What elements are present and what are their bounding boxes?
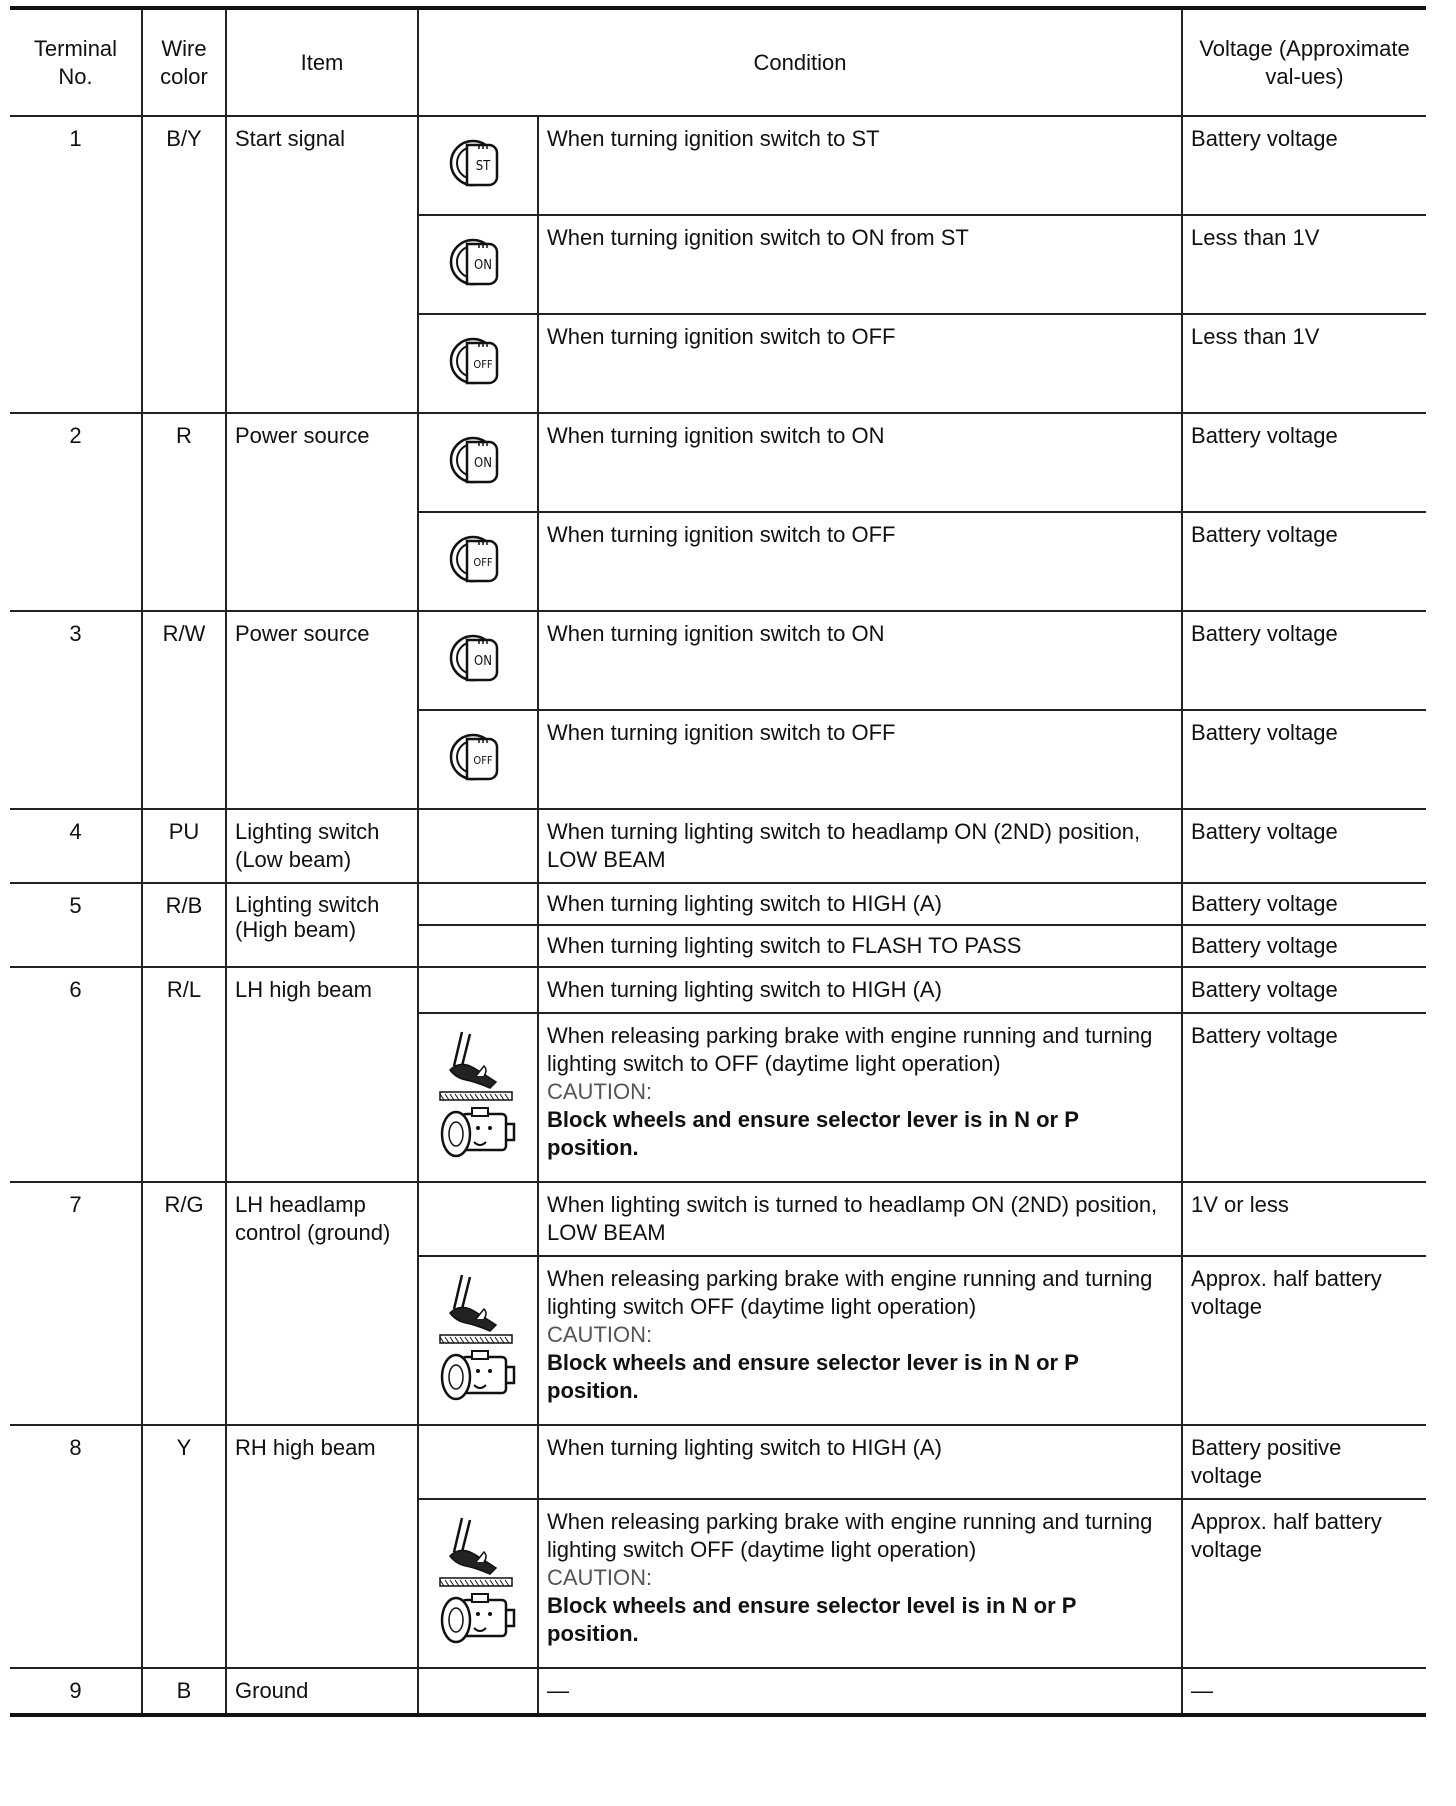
caution-label: CAUTION: [547, 1322, 653, 1347]
table-row [10, 116, 1426, 215]
voltage-value: 1V or less [1182, 1182, 1426, 1256]
condition-text [538, 1182, 1182, 1256]
caution-note: Block wheels and ensure selector level is in N or P position. [547, 1593, 1077, 1646]
terminal-number: 7 [10, 1182, 142, 1425]
ignition-key-st-icon [443, 159, 513, 202]
condition-text [538, 1425, 1182, 1499]
condition-icon-cell [418, 215, 538, 314]
header-terminal: Terminal No. [10, 8, 142, 116]
item-name: Lighting switch (Low beam) [226, 809, 418, 883]
ignition-key-on-icon [443, 456, 513, 499]
condition-text [538, 611, 1182, 710]
condition-description: When turning ignition switch to OFF [547, 720, 896, 745]
condition-icon-cell [418, 967, 538, 1013]
condition-icon-cell [418, 883, 538, 925]
wire-color: R/B [142, 883, 226, 967]
voltage-value: Battery voltage [1182, 116, 1426, 215]
table-row [10, 967, 1426, 1013]
terminal-number: 4 [10, 809, 142, 883]
voltage-value: Battery voltage [1182, 883, 1426, 925]
condition-icon-cell [418, 512, 538, 611]
voltage-value: Battery voltage [1182, 925, 1426, 967]
ignition-key-off-icon [443, 754, 513, 796]
voltage-value: Approx. half battery voltage [1182, 1256, 1426, 1425]
condition-text [538, 967, 1182, 1013]
voltage-value: Battery voltage [1182, 1013, 1426, 1182]
condition-icon-cell [418, 1256, 538, 1425]
terminal-table [10, 6, 1426, 1717]
item-name: LH high beam [226, 967, 418, 1182]
terminal-number: 3 [10, 611, 142, 809]
header-wire-color: Wire color [142, 8, 226, 116]
condition-icon-cell [418, 809, 538, 883]
table-row [10, 413, 1426, 512]
condition-text [538, 1256, 1182, 1425]
voltage-value: Battery positive voltage [1182, 1425, 1426, 1499]
table-row [10, 883, 1426, 925]
condition-description: When turning lighting switch to HIGH (A) [547, 891, 942, 916]
condition-icon-cell [418, 116, 538, 215]
condition-description: When turning lighting switch to HIGH (A) [547, 1435, 942, 1460]
condition-text [538, 925, 1182, 967]
header-condition: Condition [418, 8, 1182, 116]
table-row [10, 1182, 1426, 1256]
condition-text [538, 413, 1182, 512]
voltage-value: Battery voltage [1182, 611, 1426, 710]
item-name: Ground [226, 1668, 418, 1715]
item-name: Power source [226, 611, 418, 809]
caution-label: CAUTION: [547, 1079, 653, 1104]
table-row [10, 1668, 1426, 1715]
svg-text:ON: ON [474, 654, 492, 669]
item-name: Start signal [226, 116, 418, 413]
wire-color: PU [142, 809, 226, 883]
voltage-value: Battery voltage [1182, 967, 1426, 1013]
condition-description: When turning ignition switch to ST [547, 126, 880, 151]
voltage-value: Battery voltage [1182, 710, 1426, 809]
ignition-key-off-icon [443, 358, 513, 400]
item-name: LH headlamp control (ground) [226, 1182, 418, 1425]
condition-text [538, 883, 1182, 925]
caution-note: Block wheels and ensure selector lever is in N or P position. [547, 1107, 1079, 1160]
svg-text:ON: ON [474, 456, 492, 471]
condition-description: When turning ignition switch to ON from ST [547, 225, 969, 250]
condition-description: When turning lighting switch to headlamp ON (2ND) position, LOW BEAM [547, 819, 1141, 872]
ignition-key-on-icon [443, 258, 513, 301]
condition-description: When turning ignition switch to OFF [547, 522, 896, 547]
caution-label: CAUTION: [547, 1565, 653, 1590]
condition-icon-cell [418, 710, 538, 809]
wire-color: R/L [142, 967, 226, 1182]
ignition-key-on-icon [443, 654, 513, 697]
condition-description: When releasing parking brake with engine running and turning lighting switch to OFF (daytime light operation) [547, 1023, 1153, 1076]
condition-icon-cell [418, 314, 538, 413]
condition-text [538, 1668, 1182, 1715]
wire-color: B [142, 1668, 226, 1715]
terminal-number: 6 [10, 967, 142, 1182]
condition-description: When releasing parking brake with engine running and turning lighting switch OFF (daytime light operation) [547, 1266, 1153, 1319]
condition-icon-cell [418, 413, 538, 512]
table-body [10, 116, 1426, 1715]
svg-text:OFF: OFF [473, 358, 493, 371]
parking-brake-engine-icon [436, 1144, 520, 1169]
voltage-value: Approx. half battery voltage [1182, 1499, 1426, 1668]
ignition-key-off-icon [443, 556, 513, 598]
svg-text:OFF: OFF [473, 754, 493, 767]
condition-description: When turning ignition switch to ON [547, 423, 885, 448]
terminal-number: 5 [10, 883, 142, 967]
condition-description: When turning lighting switch to HIGH (A) [547, 977, 942, 1002]
wire-color: R [142, 413, 226, 611]
terminal-number: 1 [10, 116, 142, 413]
condition-text [538, 512, 1182, 611]
table-row [10, 1425, 1426, 1499]
wire-color: Y [142, 1425, 226, 1668]
table-row [10, 809, 1426, 883]
condition-description: When turning ignition switch to OFF [547, 324, 896, 349]
terminal-number: 2 [10, 413, 142, 611]
header-item: Item [226, 8, 418, 116]
voltage-value: Less than 1V [1182, 215, 1426, 314]
caution-note: Block wheels and ensure selector lever is in N or P position. [547, 1350, 1079, 1403]
condition-text [538, 116, 1182, 215]
item-name: Lighting switch (High beam) [226, 883, 418, 967]
voltage-value: Battery voltage [1182, 809, 1426, 883]
condition-text [538, 314, 1182, 413]
svg-text:ON: ON [474, 258, 492, 273]
condition-icon-cell [418, 1668, 538, 1715]
condition-text [538, 1499, 1182, 1668]
condition-text [538, 215, 1182, 314]
voltage-value: — [1182, 1668, 1426, 1715]
condition-icon-cell [418, 1499, 538, 1668]
voltage-value: Less than 1V [1182, 314, 1426, 413]
condition-text [538, 1013, 1182, 1182]
terminal-number: 8 [10, 1425, 142, 1668]
condition-text [538, 710, 1182, 809]
parking-brake-engine-icon [436, 1387, 520, 1412]
item-name: RH high beam [226, 1425, 418, 1668]
table-row [10, 611, 1426, 710]
voltage-value: Battery voltage [1182, 512, 1426, 611]
condition-text [538, 809, 1182, 883]
terminal-number: 9 [10, 1668, 142, 1715]
wire-color: R/W [142, 611, 226, 809]
voltage-value: Battery voltage [1182, 413, 1426, 512]
condition-icon-cell [418, 1182, 538, 1256]
condition-icon-cell [418, 1425, 538, 1499]
wire-color: B/Y [142, 116, 226, 413]
condition-description: When turning lighting switch to FLASH TO PASS [547, 933, 1022, 958]
condition-description: — [547, 1678, 569, 1703]
parking-brake-engine-icon [436, 1630, 520, 1655]
item-name: Power source [226, 413, 418, 611]
condition-description: When turning ignition switch to ON [547, 621, 885, 646]
wire-color: R/G [142, 1182, 226, 1425]
svg-text:OFF: OFF [473, 556, 493, 569]
condition-description: When lighting switch is turned to headlamp ON (2ND) position, LOW BEAM [547, 1192, 1158, 1245]
condition-icon-cell [418, 1013, 538, 1182]
header-voltage: Voltage (Approximate val-ues) [1182, 8, 1426, 116]
condition-icon-cell [418, 925, 538, 967]
condition-icon-cell [418, 611, 538, 710]
condition-description: When releasing parking brake with engine running and turning lighting switch OFF (daytime light operation) [547, 1509, 1153, 1562]
svg-text:ST: ST [475, 159, 491, 174]
